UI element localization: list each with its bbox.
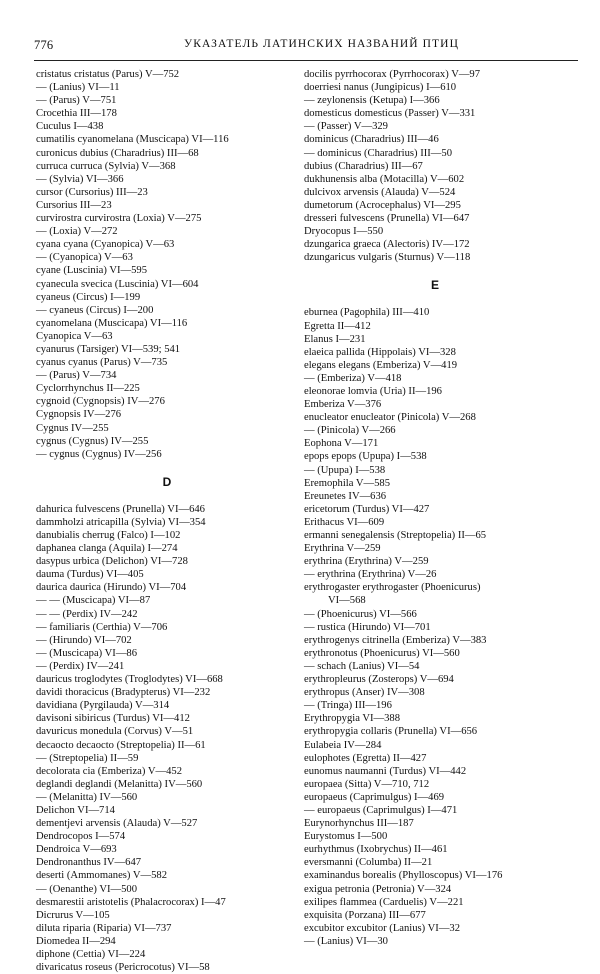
section-letter-e: E <box>430 278 439 293</box>
header-rule <box>34 60 578 61</box>
index-entry: decolorata cia (Emberiza) V—452 <box>36 765 182 777</box>
index-entry: Dendronanthus IV—647 <box>36 857 142 869</box>
entry-list-e <box>304 306 566 948</box>
index-entry: decaocto decaocto (Streptopelia) II—61 <box>36 739 206 751</box>
index-entry: — (Loxia) V—272 <box>36 226 118 238</box>
index-entry: — rustica (Hirundo) VI—701 <box>304 621 431 633</box>
index-entry: — cyaneus (Circus) I—200 <box>36 304 154 316</box>
index-entry: ericetorum (Turdus) VI—427 <box>304 503 430 515</box>
index-entry: erythropygia collaris (Prunella) VI—656 <box>304 726 478 738</box>
left-column <box>36 68 298 974</box>
index-entry: eunomus naumanni (Turdus) VI—442 <box>304 765 467 777</box>
index-entry: deglandi deglandi (Melanitta) IV—560 <box>36 778 203 790</box>
index-entry: doerriesi nanus (Jungipicus) I—610 <box>304 82 457 94</box>
index-entry: Crocethia III—178 <box>36 108 117 120</box>
index-entry: — (Streptopelia) II—59 <box>36 752 139 764</box>
index-entry: Cyanopica V—63 <box>36 330 113 342</box>
index-entry: elaeica pallida (Hippolais) VI—328 <box>304 346 456 358</box>
index-entry: — (Lanius) VI—11 <box>36 82 120 94</box>
index-entry: — (Hirundo) VI—702 <box>36 634 132 646</box>
index-entry: eurhythmus (Ixobrychus) II—461 <box>304 844 448 856</box>
index-entry: europaea (Sitta) V—710, 712 <box>304 778 430 790</box>
index-entry: deserti (Ammomanes) V—582 <box>36 870 168 882</box>
index-entry: Diomedea II—294 <box>36 935 116 947</box>
entry-list-d-continued <box>304 68 566 264</box>
page-header <box>34 38 574 58</box>
index-entry: cyanomelana (Muscicapa) VI—116 <box>36 317 188 329</box>
index-entry: dulcivox arvensis (Alauda) V—524 <box>304 186 456 198</box>
index-entry: dementjevi arvensis (Alauda) V—527 <box>36 818 198 830</box>
index-entry: erythropus (Anser) IV—308 <box>304 687 425 699</box>
index-entry: davidiana (Pyrgilauda) V—314 <box>36 700 170 712</box>
index-entry: — europaeus (Caprimulgus) I—471 <box>304 804 458 816</box>
index-entry: Eulabeia IV—284 <box>304 739 382 751</box>
index-entry: davidi thoracicus (Bradypterus) VI—232 <box>36 687 211 699</box>
index-entry: Eophona V—171 <box>304 438 379 450</box>
index-entry: Cygnus IV—255 <box>36 422 109 434</box>
index-entry: cyaneus (Circus) I—199 <box>36 291 141 303</box>
index-entry: dresseri fulvescens (Prunella) VI—647 <box>304 213 470 225</box>
index-entry: eversmanni (Columba) II—21 <box>304 857 433 869</box>
index-entry: — erythrina (Erythrina) V—26 <box>304 569 437 581</box>
index-entry: — schach (Lanius) VI—54 <box>304 660 420 672</box>
index-entry: cyanecula svecica (Luscinia) VI—604 <box>36 278 199 290</box>
index-entry: — (Tringa) III—196 <box>304 700 392 712</box>
index-entry: exigua petronia (Petronia) V—324 <box>304 883 452 895</box>
index-entry: excubitor excubitor (Lanius) VI—32 <box>304 922 461 934</box>
index-entry: dukhunensis alba (Motacilla) V—602 <box>304 173 465 185</box>
index-entry: erythrogaster erythrogaster (Phoenicurus) <box>304 582 481 594</box>
page-number: 776 <box>34 38 54 52</box>
index-entry: erythropleurus (Zosterops) V—694 <box>304 674 454 686</box>
index-entry: Dendroica V—693 <box>36 844 117 856</box>
index-entry: — (Melanitta) IV—560 <box>36 791 138 803</box>
index-entry: dubius (Charadrius) III—67 <box>304 160 423 172</box>
index-entry: curvirostra curvirostra (Loxia) V—275 <box>36 213 202 225</box>
index-entry: Eurynorhynchus III—187 <box>304 818 414 830</box>
index-entry: daphanea clanga (Aquila) I—274 <box>36 543 178 555</box>
index-entry: eulophotes (Egretta) II—427 <box>304 752 427 764</box>
index-entry: epops epops (Upupa) I—538 <box>304 451 427 463</box>
index-entry: erythrogenys citrinella (Emberiza) V—383 <box>304 634 487 646</box>
running-title: УКАЗАТЕЛЬ ЛАТИНСКИХ НАЗВАНИЙ ПТИЦ <box>184 38 459 50</box>
index-entry: exquisita (Porzana) III—677 <box>304 909 426 921</box>
index-entry: Dicrurus V—105 <box>36 909 110 921</box>
index-entry: Cursorius III—23 <box>36 199 112 211</box>
index-entry: Eurystomus I—500 <box>304 831 388 843</box>
index-entry: eleonorae lomvia (Uria) II—196 <box>304 385 442 397</box>
index-entry: dzungaricus vulgaris (Sturnus) V—118 <box>304 252 471 264</box>
index-entry: Erythropygia VI—388 <box>304 713 401 725</box>
index-entry: domesticus domesticus (Passer) V—331 <box>304 108 476 120</box>
index-entry: — zeylonensis (Ketupa) I—366 <box>304 95 440 107</box>
index-entry: dauricus troglodytes (Troglodytes) VI—668 <box>36 674 223 686</box>
index-entry: Erithacus VI—609 <box>304 516 385 528</box>
index-entry: Cygnopsis IV—276 <box>36 409 122 421</box>
index-entry: Dendrocopos I—574 <box>36 831 126 843</box>
index-entry: Elanus I—231 <box>304 333 366 345</box>
index-entry: — (Emberiza) V—418 <box>304 372 402 384</box>
index-entry: daurica daurica (Hirundo) VI—704 <box>36 582 187 594</box>
index-entry: — dominicus (Charadrius) III—50 <box>304 147 452 159</box>
index-entry: curruca curruca (Sylvia) V—368 <box>36 160 176 172</box>
index-entry: — cygnus (Cygnus) IV—256 <box>36 448 162 460</box>
index-entry: davuricus monedula (Corvus) V—51 <box>36 726 194 738</box>
index-entry: cyanurus (Tarsiger) VI—539; 541 <box>36 343 181 355</box>
index-entry: — (Passer) V—329 <box>304 121 388 133</box>
index-entry: desmarestii aristotelis (Phalacrocorax) I—47 <box>36 896 226 908</box>
index-entry: dominicus (Charadrius) III—46 <box>304 134 439 146</box>
entry-list-c <box>36 68 298 461</box>
index-entry: exilipes flammea (Carduelis) V—221 <box>304 896 464 908</box>
index-entry: — (Perdix) IV—241 <box>36 660 125 672</box>
index-entry: Dryocopus I—550 <box>304 226 384 238</box>
index-entry: — (Cyanopica) V—63 <box>36 252 133 264</box>
index-entry: — (Upupa) I—538 <box>304 464 386 476</box>
index-entry: dumetorum (Acrocephalus) VI—295 <box>304 199 461 211</box>
index-entry: Egretta II—412 <box>304 320 371 332</box>
index-entry: — (Oenanthe) VI—500 <box>36 883 138 895</box>
index-entry: cyane (Luscinia) VI—595 <box>36 265 148 277</box>
index-entry: Cuculus I—438 <box>36 121 104 133</box>
index-entry: dauma (Turdus) VI—405 <box>36 569 144 581</box>
index-entry: dasypus urbica (Delichon) VI—728 <box>36 556 188 568</box>
right-column <box>304 68 566 948</box>
index-entry: cristatus cristatus (Parus) V—752 <box>36 69 180 80</box>
index-entry: elegans elegans (Emberiza) V—419 <box>304 359 458 371</box>
index-entry: dahurica fulvescens (Prunella) VI—646 <box>36 503 205 515</box>
index-entry: VI—568 <box>328 595 366 607</box>
index-entry: — (Parus) V—751 <box>36 95 117 107</box>
index-entry: diphone (Cettia) VI—224 <box>36 949 146 960</box>
index-entry: erythronotus (Phoenicurus) VI—560 <box>304 647 460 659</box>
index-entry: — (Phoenicurus) VI—566 <box>304 608 417 620</box>
index-entry: curonicus dubius (Charadrius) III—68 <box>36 147 199 159</box>
index-entry: — (Muscicapa) VI—86 <box>36 647 138 659</box>
index-entry: cyana cyana (Cyanopica) V—63 <box>36 239 175 251</box>
index-entry: — (Pinicola) V—266 <box>304 425 396 437</box>
index-entry: — (Lanius) VI—30 <box>304 935 388 947</box>
index-entry: davisoni sibiricus (Turdus) VI—412 <box>36 713 190 725</box>
index-entry: — familiaris (Certhia) V—706 <box>36 621 168 633</box>
index-entry: divaricatus roseus (Pericrocotus) VI—58 <box>36 962 210 974</box>
index-entry: Ereunetes IV—636 <box>304 490 387 502</box>
index-entry: Emberiza V—376 <box>304 399 382 411</box>
index-entry: examinandus borealis (Phylloscopus) VI—176 <box>304 870 503 882</box>
index-entry: dammholzi atricapilla (Sylvia) VI—354 <box>36 516 206 528</box>
index-entry: — (Sylvia) VI—366 <box>36 173 124 185</box>
index-entry: cygnus (Cygnus) IV—255 <box>36 435 149 447</box>
index-entry: — (Parus) V—734 <box>36 370 117 382</box>
index-entry: europaeus (Caprimulgus) I—469 <box>304 791 445 803</box>
index-entry: Cyclorrhynchus II—225 <box>36 383 140 395</box>
index-entry: eburnea (Pagophila) III—410 <box>304 307 430 319</box>
entry-list-d <box>36 503 298 974</box>
index-entry: — — (Muscicapa) VI—87 <box>36 595 151 607</box>
index-entry: enucleator enucleator (Pinicola) V—268 <box>304 412 476 424</box>
index-entry: cyanus cyanus (Parus) V—735 <box>36 357 168 369</box>
index-entry: cumatilis cyanomelana (Muscicapa) VI—116 <box>36 134 229 146</box>
index-entry: docilis pyrrhocorax (Pyrrhocorax) V—97 <box>304 69 481 80</box>
index-entry: Erythrina V—259 <box>304 543 381 555</box>
index-entry: diluta riparia (Riparia) VI—737 <box>36 922 172 934</box>
index-entry: Eremophila V—585 <box>304 477 391 489</box>
index-entry: danubialis cherrug (Falco) I—102 <box>36 530 181 541</box>
index-entry: cygnoid (Cygnopsis) IV—276 <box>36 396 165 408</box>
index-entry: Delichon VI—714 <box>36 804 115 816</box>
index-entry: — — (Perdix) IV—242 <box>36 608 138 620</box>
index-entry: cursor (Cursorius) III—23 <box>36 186 148 198</box>
index-entry: ermanni senegalensis (Streptopelia) II—65 <box>304 530 487 541</box>
index-entry: erythrina (Erythrina) V—259 <box>304 556 429 568</box>
index-entry: dzungarica graeca (Alectoris) IV—172 <box>304 239 470 251</box>
section-letter-d: D <box>162 474 172 489</box>
